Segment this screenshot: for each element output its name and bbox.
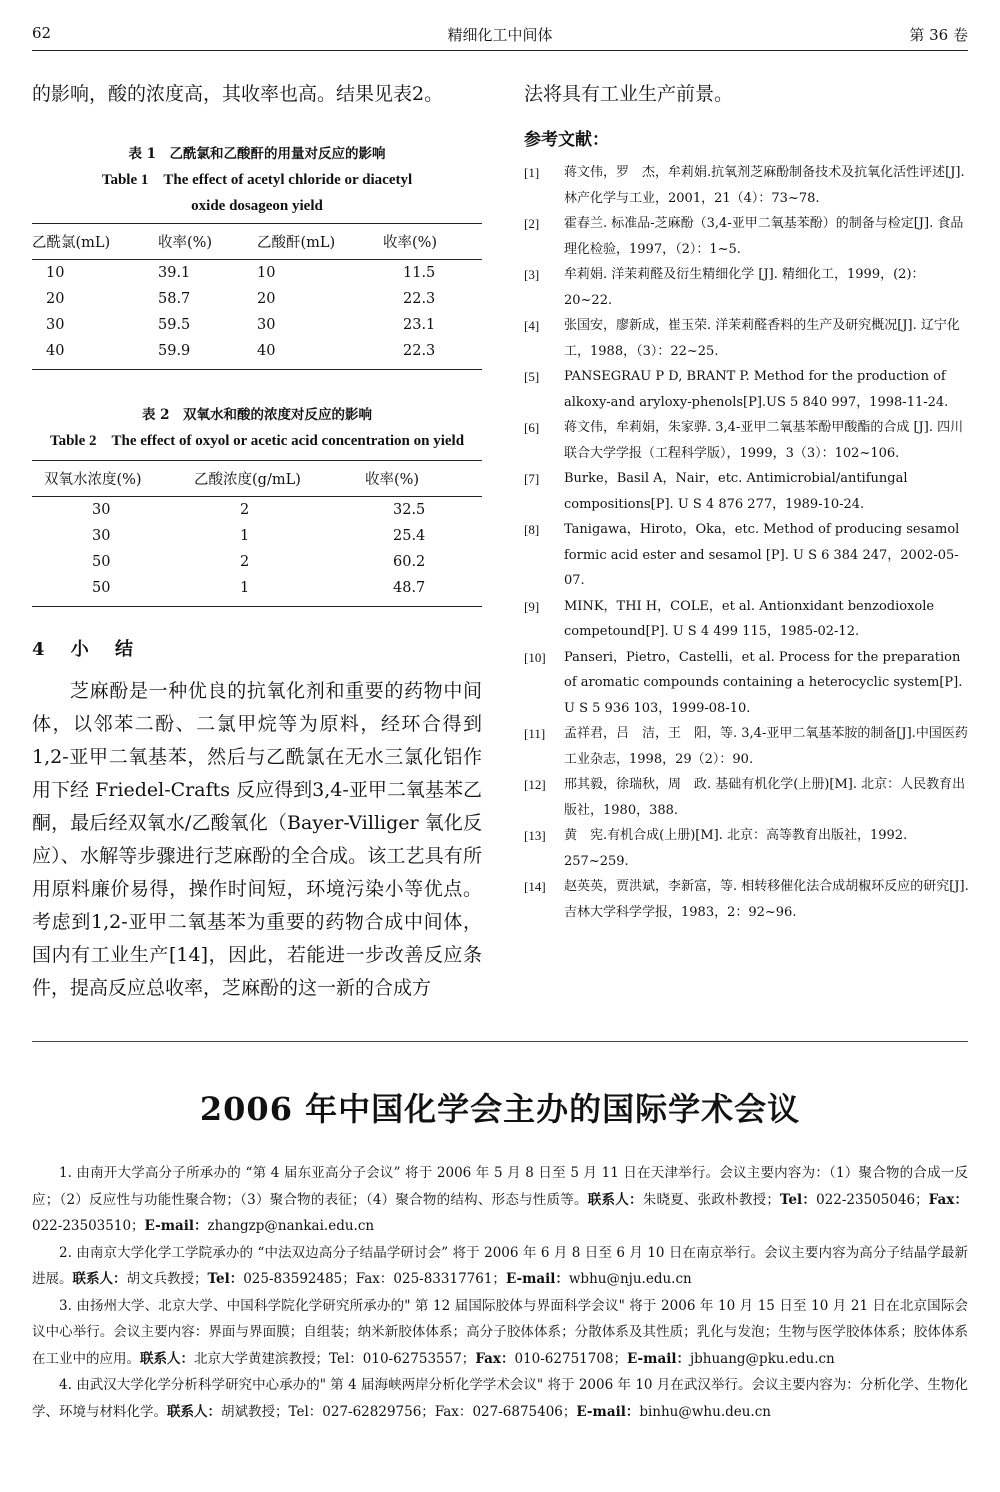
continuation-text: 法将具有工业生产前景。	[524, 83, 734, 105]
reference-item: [14] 赵英英，贾洪斌，李新富，等. 相转移催化法合成胡椒环反应的研究[J]. 吉林大学科学学报，1983，2：92~96.	[524, 879, 969, 920]
section-heading: 4 小 结	[32, 639, 144, 660]
running-header	[32, 24, 968, 50]
table-row: 10 39.1 10 11.5	[46, 265, 436, 281]
table-row: 30 59.5 30 23.1	[46, 317, 436, 333]
conference-item: 3. 由扬州大学、北京大学、中国科学院化学研究所承办的" 第 12 届国际胶体与界面科学会议" 将于 2006 年 10 月 15 日至 10 月 21 日在北京国际会议中心举行。会议主要内容：界面与界面膜；自组装；纳米新胶体体系；高分子胶体体系；分散体系及其性质；乳化与发泡；生物与医学胶体体系；胶体体系在工业中的应用。联系人：北京大学黄建滨教授；Tel：010-62753557；Fax：010-62751708；E-mail：jbhuang@pku.edu.cn	[32, 1297, 968, 1367]
right-column	[524, 78, 972, 925]
reference-item: [6] 蒋文伟，牟莉娟，朱家骅. 3,4-亚甲二氧基苯酚甲酸酯的合成 [J]. 四川联合大学学报（工程科学版），1999，3（3）：102~106.	[524, 420, 964, 461]
table-row: 50 1 48.7	[32, 575, 482, 607]
table1-header: 乙酸酐(mL)	[257, 224, 383, 260]
references-heading: 参考文献：	[524, 130, 609, 150]
table1-header: 收率(%)	[383, 224, 482, 260]
table2	[32, 460, 482, 607]
table1	[32, 223, 482, 370]
table2-caption-cn: 表 2 双氧水和酸的浓度对反应的影响	[141, 407, 373, 423]
reference-item: [9] MINK，THI H，COLE，et al. Antionxidant benzodioxole competound[P]. U S 4 499 115，1985-02-12.	[524, 598, 935, 639]
journal-name: 精细化工中间体	[447, 26, 553, 44]
summary-paragraph: 芝麻酚是一种优良的抗氧化剂和重要的药物中间体，以邻苯二酚、二氯甲烷等为原料，经环合得到1,2-亚甲二氧基苯，然后与乙酰氯在无水三氯化铝作用下经 Friedel-Crafts 反应得到3,4-亚甲二氧基苯乙酮，最后经双氧水/乙酸氧化（Bayer-Villiger 氧化反应）、水解等步骤进行芝麻酚的全合成。该工艺具有所用原料廉价易得，操作时间短，环境污染小等优点。考虑到1,2-亚甲二氧基苯为重要的药物合成中间体，国内有工业生产[14]，因此，若能进一步改善反应条件，提高反应总收率，芝麻酚的这一新的合成方	[32, 680, 482, 999]
table1-caption-cn: 表 1 乙酰氯和乙酸酐的用量对反应的影响	[128, 146, 386, 162]
conference-list	[32, 1160, 968, 1425]
reference-item: [4] 张国安，廖新成，崔玉荣. 洋茉莉醛香料的生产及研究概况[J]. 辽宁化工，1988，（3）：22~25.	[524, 318, 960, 359]
header-rule	[32, 50, 968, 51]
reference-item: [11] 孟祥君，吕 洁，王 阳，等. 3,4-亚甲二氧基苯胺的制备[J].中国医药工业杂志，1998，29（2）：90.	[524, 726, 968, 767]
table-row: 50 2 60.2	[92, 554, 426, 570]
table1-header: 乙酰氯(mL)	[32, 224, 158, 260]
left-column	[32, 78, 482, 1005]
table-row: 30 1 25.4	[92, 528, 426, 544]
table-row: 20 58.7 20 22.3	[46, 291, 436, 307]
table1-caption-en: Table 1 The effect of acetyl chloride or diacetyl	[101, 172, 413, 188]
table2-header: 收率(%)	[365, 461, 482, 497]
table2-caption-en: Table 2 The effect of oxyol or acetic acid concentration on yield	[49, 433, 465, 449]
reference-item: [3] 牟莉娟. 洋茉莉醛及衍生精细化学 [J]. 精细化工，1999，(2)：20~22.	[524, 267, 925, 308]
conference-item: 4. 由武汉大学化学分析科学研究中心承办的" 第 4 届海峡两岸分析化学学术会议" 将于 2006 年 10 月在武汉举行。会议主要内容为：分析化学、生物化学、环境与材料化学。联系人：胡斌教授；Tel：027-62829756；Fax：027-6875406；E-mail：binhu@whu.deu.cn	[32, 1377, 968, 1420]
volume-label: 第 36 卷	[909, 26, 968, 44]
conference-item: 2. 由南京大学化学工学院承办的 “中法双边高分子结晶学研讨会” 将于 2006 年 6 月 8 日至 6 月 10 日在南京举行。会议主要内容为高分子结晶学最新进展。联系人：胡文兵教授；Tel：025-83592485；Fax：025-83317761；E-mail：wbhu@nju.edu.cn	[32, 1244, 968, 1287]
intro-paragraph: 的影响，酸的浓度高，其收率也高。结果见表2。	[32, 83, 444, 105]
table1-header: 收率(%)	[158, 224, 257, 260]
reference-item: [5] PANSEGRAU P D, BRANT P. Method for the production of alkoxy-and aryloxy-phenols[P].US 5 840 997，1998-11-24.	[524, 369, 949, 410]
table1-caption-en-2: oxide dosageon yield	[191, 198, 323, 214]
conference-item: 1. 由南开大学高分子所承办的 “第 4 届东亚高分子会议” 将于 2006 年 5 月 8 日至 5 月 11 日在天津举行。会议主要内容为：（1）聚合物的合成一反应；（2）反应性与功能性聚合物；（3）聚合物的表征；（4）聚合物的结构、形态与性质等。联系人：朱晓夏、张政朴教授；Tel：022-23505046；Fax：022-23503510；E-mail：zhangzp@nankai.edu.cn	[32, 1165, 969, 1234]
table-row: 30 2 32.5	[92, 502, 426, 518]
reference-item: [2] 霍春兰. 标准品-芝麻酚（3,4-亚甲二氧基苯酚）的制备与检定[J]. 食品理化检验，1997，（2）：1~5.	[524, 216, 964, 257]
reference-item: [7] Burke，Basil A，Nair，etc. Antimicrobial/antifungal compositions[P]. U S 4 876 277，1989-10-24.	[524, 471, 908, 512]
reference-item: [1] 蒋文伟，罗 杰，牟莉娟.抗氧剂芝麻酚制备技术及抗氧化活性评述[J]. 林产化学与工业，2001，21（4）：73~78.	[524, 165, 965, 206]
section-divider	[32, 1041, 968, 1042]
page-number: 62	[32, 24, 52, 42]
table2-header: 乙酸浓度(g/mL)	[194, 461, 365, 497]
reference-item: [13] 黄 宪.有机合成(上册)[M]. 北京：高等教育出版社，1992. 257~259.	[524, 828, 908, 869]
conference-title: 2006 年中国化学会主办的国际学术会议	[199, 1090, 801, 1128]
table2-header: 双氧水浓度(%)	[32, 461, 194, 497]
reference-item: [10] Panseri，Pietro，Castelli，et al. Process for the preparation of aromatic compounds containing a heterocyclic system[P]. U S 5 936 103，1999-08-10.	[524, 649, 963, 716]
reference-item: [8] Tanigawa，Hiroto，Oka，etc. Method of producing sesamol formic acid ester and sesamol [P]. U S 6 384 247，2002-05-07.	[524, 522, 960, 588]
reference-list	[524, 160, 972, 925]
table-row: 40 59.9 40 22.3	[32, 338, 482, 370]
reference-item: [12] 邢其毅，徐瑞秋，周 政. 基础有机化学(上册)[M]. 北京：人民教育出版社，1980，388.	[524, 777, 966, 818]
